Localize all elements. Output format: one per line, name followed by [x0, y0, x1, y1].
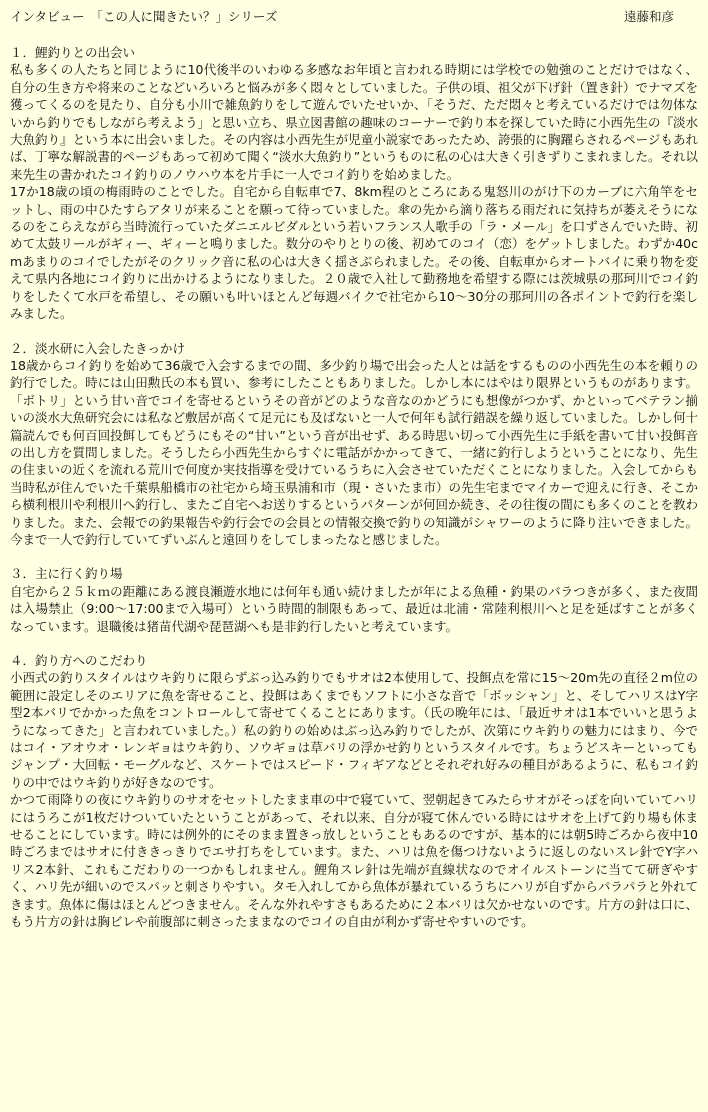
section-spots — [10, 565, 698, 635]
section-title: ３．主に行く釣り場 — [10, 566, 123, 582]
paragraph: 17か18歳の頃の梅雨時のことでした。自宅から自転車で7、8km程のところにある鬼怒川のがけ下のカーブに六角竿をセットし、雨の中ひたすらアタリが来ることを願って待っていました。傘の先から滴り落ちる雨だれに気持ちが萎えそうになるのをこらえながら当時流行っていたダニエルビダルという若いフランス人歌手の「ラ・メール」を口ずさんでいた時、初めて太鼓リールがギィー、ギィーと鳴りました。数分のやりとりの後、初めてのコイ（恋）をゲットしました。わずか40cmあまりのコイでしたがそのクリック音に私の心は大きく揺さぶられました。その後、自転車からオートバイに乗り物を変えて県内各地にコイ釣りに出かけるようになりました。２０歳で入社して勤務地を希望する際には茨城県の那珂川でコイ釣りをしたくて水戸を希望し、その願いも叶いほとんど毎週バイクで社宅から10〜30分の那珂川の各ポイントで釣行を楽しみました。 — [10, 184, 698, 322]
author-name: 遠藤和彦 — [623, 9, 674, 24]
paragraph: 自宅から２５ｋｍの距離にある渡良瀬遊水地には何年も通い続けましたが年による魚種・釣果のバラつきが多く、また夜間は入場禁止（9:00〜17:00まで入場可）という時間的制限もあって、最近は北浦・常陸利根川へと足を延ばすことが多くなっています。退職後は猪苗代湖や琵琶湖へも是非釣行したいと考えています。 — [10, 583, 698, 634]
section-encounter — [10, 44, 698, 323]
paragraph: 私も多くの人たちと同じように10代後半のいわゆる多感なお年頃と言われる時期には学校での勉強のことだけではなく、自分の生き方や将来のことなどいろいろと悩みが多く悶々としていました。子供の頃、祖父が下げ針（置き針）でナマズを獲ってくるのを見たり、自分も小川で雑魚釣りをして遊んでいたせいか、「そうだ、ただ悶々と考えているだけでは勿体ないから釣りでもしながら考えよう」と思い立ち、県立図書館の趣味のコーナーで釣り本を探していた時に小西先生の『淡水大魚釣り』という本に出会いました。その内容は小西先生が児童小説家であったため、誇張的に胸躍らされるページもあれば、丁寧な解説書的ページもあって初めて聞く“淡水大魚釣り”というものに私の心は大きく引きずりこまれました。それ以来先生の書かれたコイ釣りのノウハウ本を片手に一人でコイ釣りを始めました。 — [10, 62, 698, 182]
section-method — [10, 652, 698, 931]
section-title: ４．釣り方へのこだわり — [10, 653, 148, 668]
section-joining — [10, 340, 698, 549]
page-header — [10, 8, 698, 26]
title-group — [10, 8, 277, 26]
section-title: １．鯉釣りとの出会い — [10, 45, 136, 60]
paragraph: 小西式の釣りスタイルはウキ釣りに限らずぶっ込み釣りでもサオは2本使用して、投餌点を常に15〜20m先の直径２m位の範囲に設定しそのエリアに魚を寄せること、投餌はあくまでもソフトに小さな音で「ボッシャン」と、そしてハリスはY字型2本バリでかかった魚をコントロールして寄せてくることにあります。（氏の晩年には、「最近サオは1本でいいと思うようになってきた」と言われていました。）私の釣りの始めはぶっ込み釣りでしたが、次第にウキ釣りの魅力にはまり、今ではコイ・アオウオ・レンギョはウキ釣り、ソウギョは草バリの浮かせ釣りというスタイルです。ちょうどスキーといってもジャンプ・大回転・モーグルなど、スケートではスピード・フィギアなどとそれぞれ好みの種目があるように、私もコイ釣りの中ではウキ釣りが好きなのです。 — [10, 670, 698, 790]
paragraph: かつて雨降りの夜にウキ釣りのサオをセットしたまま車の中で寝ていて、翌朝起きてみたらサオがそっぽを向いていてハリにはうろこが1枚だけついていたということがあって、それ以来、自分が寝て休んでいる時にはサオを上げて釣り場も休ませることにしています。時には例外的にそのまま置きっ放しということもあるのですが、基本的には朝5時ごろから夜中10時ごろまではサオに付ききっきりでエサ打ちをしています。また、ハリは魚を傷つけないように返しのないスレ針でY字ハリス2本針、これもこだわりの一つかもしれません。鯉角スレ針は先端が直線状なのでオイルストーンに当てて研ぎやすく、ハリ先が細いのでスパッと刺さりやすい。タモ入れしてから魚体が暴れているうちにハリが自ずからパラパラと外れてきます。魚体に傷はほとんどつきません。そんな外れやすさもあるために２本バリは欠かせないのです。片方の針は口に、もう片方の針は胸ビレや前腹部に刺さったままなのでコイの自由が利かず寄せやすいのです。 — [10, 792, 698, 930]
interview-label: インタビュー — [10, 9, 85, 24]
section-title: ２．淡水研に入会したきっかけ — [10, 340, 186, 356]
series-title: 「この人に聞きたい？」シリーズ — [90, 9, 278, 24]
paragraph: 18歳からコイ釣りを始めて36歳で入会するまでの間、多少釣り場で出会った人とは話をするものの小西先生の本を頼りの釣行でした。時には山田勲氏の本も買い、参考にしたこともありました。しかし本にはやはり限界というものがあります。「ボトリ」という甘い音でコイを寄せるというその音がどのような音なのかどうにも想像がつかず、かといってベテラン揃いの淡水大魚研究会には私など敷居が高くて足元にも及ばないと一人で何年も試行錯誤を繰り返していました。しかし何十篇読んでも何百回投餌してもどうにもその“甘い”という音が出せず、ある時思い切って小西先生に手紙を書いて甘い投餌音の出し方を質問しました。そうしたら小西先生からすぐに電話がかかってきて、一緒に釣行しようということになり、先生の住まいの近くを流れる荒川で何度か実技指導を受けているうちに入会させていただくことになりました。入会してからも当時私が住んでいた千葉県船橋市の社宅から埼玉県浦和市（現・さいたま市）の先生宅までマイカーで迎えに行き、そこから横利根川や利根川へ釣行し、またご自宅へお送りするというパターンが何回か続き、その往復の間にも多くのことを教わりました。また、会報での釣果報告や釣行会での会員との情報交換で釣りの知識がシャワーのように降り注いできました。今まで一人で釣行していてずいぶんと遠回りをしてしまったなと感じました。 — [10, 357, 698, 547]
